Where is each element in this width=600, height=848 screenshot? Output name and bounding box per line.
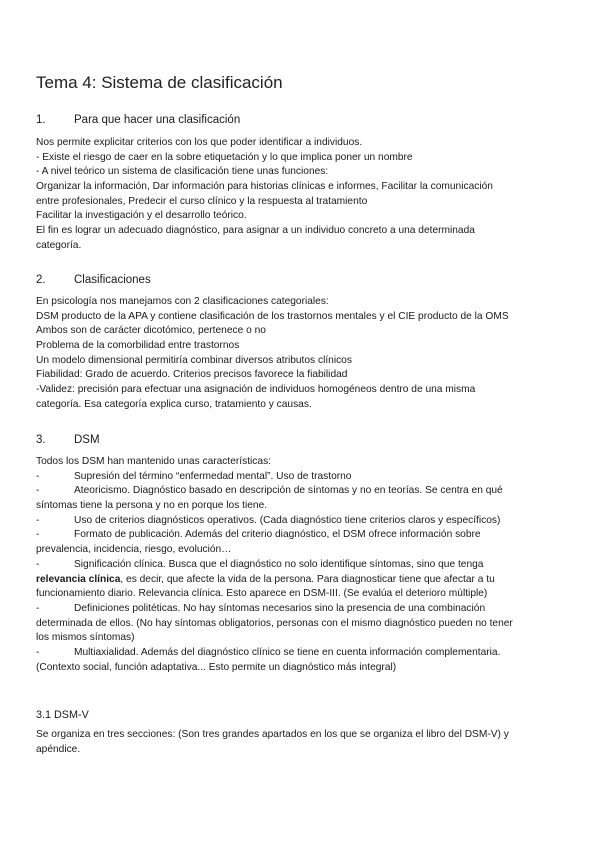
bullet-item — [36, 646, 566, 661]
bold-term: relevancia clínica — [36, 573, 121, 585]
section-3-body — [36, 455, 566, 675]
text-line: Se organiza en tres secciones: (Son tres grandes apartados en los que se organiza el libro del DSM-V) y — [36, 729, 509, 740]
text-line: - A nivel teórico un sistema de clasificación tiene unas funciones: — [36, 166, 329, 178]
bullet-dash: - — [36, 529, 40, 541]
subsection-3-1-heading: 3.1 DSM-V — [36, 709, 89, 721]
text-line: Un modelo dimensional permitiría combinar diversos atributos clínicos — [36, 354, 352, 366]
bullet-dash: - — [36, 602, 40, 614]
text-line: Problema de la comorbilidad entre trastornos — [36, 340, 240, 352]
text-line: funcionamiento diario. Relevancia clínica. Esto aparece en DSM-III. (Se evalúa el deterioro múltiple) — [36, 588, 488, 600]
section-title: Para que hacer una clasificación — [74, 114, 241, 126]
text-line: prevalencia, incidencia, riesgo, evolución… — [36, 544, 232, 556]
section-1-body — [36, 136, 566, 254]
bullet-text: Supresión del término “enfermedad mental”. Uso de trastorno — [74, 470, 352, 482]
document-title: Tema 4: Sistema de clasificación — [36, 73, 283, 92]
bullet-text: Formato de publicación. Además del criterio diagnóstico, el DSM ofrece información sobre — [74, 529, 481, 541]
text-fragment: , es decir, que afecte la vida de la persona. Para diagnosticar tiene que afectar a tu — [120, 573, 495, 585]
bullet-text: Definiciones politéticas. No hay síntomas necesarios sino la presencia de una combinación — [74, 602, 486, 614]
text-line: Nos permite explicitar criterios con los que poder identificar a individuos. — [36, 137, 363, 148]
text-line — [36, 573, 566, 588]
bullet-text: Uso de criterios diagnósticos operativos. (Cada diagnóstico tiene criterios claros y específicos) — [74, 514, 501, 526]
text-line: determinada de ellos. (No hay síntomas obligatorios, personas con el mismo diagnóstico pueden no tener — [36, 617, 513, 629]
bullet-dash: - — [36, 514, 40, 526]
section-3-heading — [36, 433, 100, 447]
bullet-item — [36, 514, 566, 529]
section-number: 2. — [36, 274, 46, 286]
bullet-item — [36, 602, 566, 617]
section-title: Clasificaciones — [74, 274, 151, 286]
text-line: Todos los DSM han mantenido unas características: — [36, 456, 271, 467]
bullet-item — [36, 484, 566, 499]
section-1-heading — [36, 113, 240, 127]
bullet-dash: - — [36, 470, 40, 482]
bullet-item — [36, 528, 566, 543]
text-line: categoría. Esa categoría explica curso, tratamiento y causas. — [36, 398, 312, 410]
text-line: El fin es lograr un adecuado diagnóstico, para asignar a un individuo concreto a una determinada — [36, 225, 475, 237]
text-line: En psicología nos manejamos con 2 clasificaciones categoriales: — [36, 296, 329, 307]
bullet-dash: - — [36, 558, 40, 570]
section-2-body — [36, 295, 566, 413]
bullet-text: Significación clínica. Busca que el diagnóstico no solo identifique síntomas, sino que tenga — [74, 558, 484, 570]
text-line: Facilitar la investigación y el desarrollo teórico. — [36, 210, 247, 222]
text-line: entre profesionales, Predecir el curso clínico y la respuesta al tratamiento — [36, 195, 368, 207]
bullet-dash: - — [36, 485, 40, 497]
bullet-item — [36, 470, 566, 485]
text-line: Ambos son de carácter dicotómico, pertenece o no — [36, 325, 266, 337]
text-line: - Existe el riesgo de caer en la sobre etiquetación y lo que implica poner un nombre — [36, 151, 413, 163]
text-line: Fiabilidad: Grado de acuerdo. Criterios precisos favorece la fiabilidad — [36, 369, 348, 381]
bullet-item — [36, 558, 566, 573]
section-number: 1. — [36, 114, 46, 126]
bullet-text: Multiaxialidad. Además del diagnóstico clínico se tiene en cuenta información complementaria. — [74, 646, 501, 658]
text-line: los mismos síntomas) — [36, 632, 135, 644]
subsection-3-1-body — [36, 728, 566, 757]
section-2-heading — [36, 273, 151, 287]
section-title: DSM — [74, 434, 100, 446]
text-line: (Contexto social, función adaptativa... Esto permite un diagnóstico más integral) — [36, 661, 397, 673]
section-number: 3. — [36, 434, 46, 446]
text-line: DSM producto de la APA y contiene clasificación de los trastornos mentales y el CIE producto de la OMS — [36, 310, 509, 322]
text-line: -Validez: precisión para efectuar una asignación de individuos homogéneos dentro de una misma — [36, 384, 476, 396]
bullet-text: Ateoricismo. Diagnóstico basado en descripción de síntomas y no en teorías. Se centra en qué — [74, 485, 503, 497]
text-line: categoría. — [36, 239, 82, 251]
text-line: apéndice. — [36, 743, 81, 755]
bullet-dash: - — [36, 646, 40, 658]
text-line: Organizar la información, Dar información para historias clínicas e informes, Facilitar la comunicación — [36, 181, 493, 193]
text-line: síntomas tiene la persona y no en porque los tiene. — [36, 500, 268, 512]
